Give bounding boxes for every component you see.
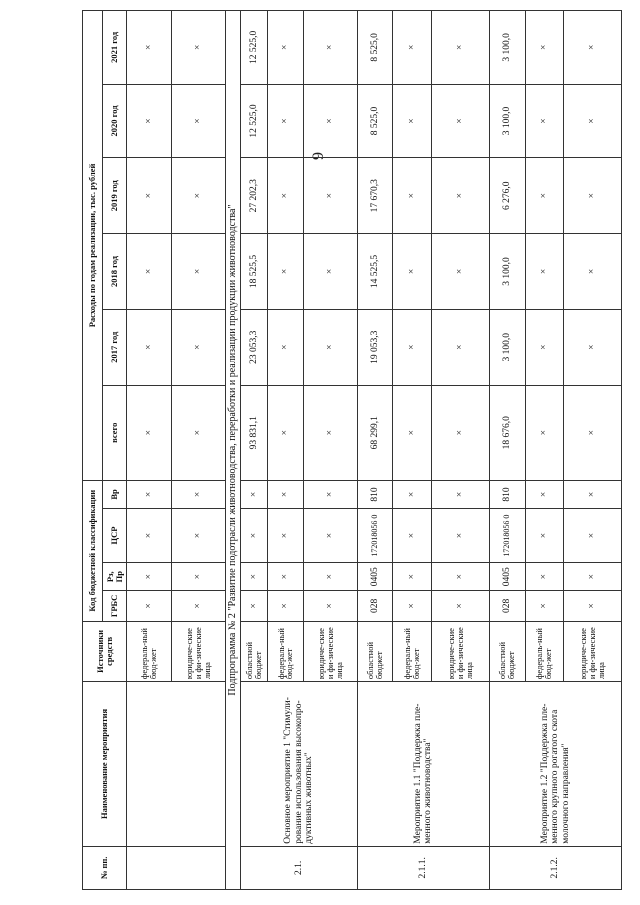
- header-2020: 2020 год: [103, 84, 127, 158]
- y2021-cell: ×: [525, 11, 563, 85]
- vr-cell: ×: [303, 480, 357, 508]
- csr-cell: ×: [241, 509, 268, 563]
- csr-cell: ×: [431, 509, 489, 563]
- rzpr-cell: ×: [525, 563, 563, 591]
- y2017-cell: ×: [127, 309, 172, 385]
- total-cell: ×: [171, 385, 225, 480]
- table-row: [241, 11, 268, 890]
- y2017-cell: ×: [563, 309, 621, 385]
- header-2017: 2017 год: [103, 309, 127, 385]
- header-vr: Вр: [103, 480, 127, 508]
- budget-table: [82, 10, 622, 890]
- y2019-cell: ×: [127, 158, 172, 234]
- source-cell: федераль-ный бюд-жет: [268, 621, 304, 682]
- table-row: [489, 11, 525, 890]
- y2020-cell: ×: [303, 84, 357, 158]
- grbs-cell: ×: [563, 591, 621, 621]
- total-cell: 18 676,0: [489, 385, 525, 480]
- y2018-cell: ×: [431, 234, 489, 310]
- grbs-cell: 028: [489, 591, 525, 621]
- csr-cell: ×: [563, 509, 621, 563]
- y2020-cell: ×: [171, 84, 225, 158]
- y2017-cell: ×: [525, 309, 563, 385]
- y2021-cell: ×: [563, 11, 621, 85]
- rzpr-cell: ×: [563, 563, 621, 591]
- y2017-cell: ×: [268, 309, 304, 385]
- row-number: 2.1.2.: [489, 846, 621, 889]
- y2021-cell: ×: [303, 11, 357, 85]
- y2020-cell: ×: [127, 84, 172, 158]
- total-cell: ×: [303, 385, 357, 480]
- y2019-cell: ×: [431, 158, 489, 234]
- rzpr-cell: ×: [393, 563, 431, 591]
- y2021-cell: ×: [431, 11, 489, 85]
- source-cell: областной бюджет: [357, 621, 393, 682]
- y2019-cell: 27 202,3: [241, 158, 268, 234]
- y2018-cell: ×: [393, 234, 431, 310]
- y2021-cell: 8 525,0: [357, 11, 393, 85]
- y2021-cell: ×: [268, 11, 304, 85]
- y2020-cell: 8 525,0: [357, 84, 393, 158]
- vr-cell: ×: [563, 480, 621, 508]
- source-cell: областной бюджет: [489, 621, 525, 682]
- y2021-cell: ×: [171, 11, 225, 85]
- header-budget-code: Код бюджетной классификации: [83, 480, 103, 621]
- page-number: 9: [310, 152, 327, 160]
- total-cell: 93 831,1: [241, 385, 268, 480]
- row-number: 2.1.1.: [357, 846, 489, 889]
- header-total: всего: [103, 385, 127, 480]
- name-cell: [127, 682, 226, 847]
- y2018-cell: ×: [303, 234, 357, 310]
- y2018-cell: ×: [268, 234, 304, 310]
- total-cell: ×: [393, 385, 431, 480]
- vr-cell: ×: [127, 480, 172, 508]
- total-cell: ×: [127, 385, 172, 480]
- y2018-cell: 14 525,5: [357, 234, 393, 310]
- grbs-cell: ×: [268, 591, 304, 621]
- y2017-cell: ×: [171, 309, 225, 385]
- table-row: [357, 11, 393, 890]
- total-cell: ×: [268, 385, 304, 480]
- csr-cell: ×: [393, 509, 431, 563]
- header-source: Источники средств: [83, 621, 127, 682]
- y2019-cell: 17 670,3: [357, 158, 393, 234]
- rzpr-cell: ×: [171, 563, 225, 591]
- table-row: [127, 11, 172, 890]
- rotated-page: [82, 10, 622, 890]
- y2020-cell: 3 100,0: [489, 84, 525, 158]
- y2020-cell: ×: [563, 84, 621, 158]
- rzpr-cell: ×: [431, 563, 489, 591]
- vr-cell: 810: [489, 480, 525, 508]
- total-cell: ×: [431, 385, 489, 480]
- activity-name: Основное мероприятие 1 "Стимули-рование использования высокопро-дуктивных животных": [241, 682, 357, 847]
- y2020-cell: ×: [525, 84, 563, 158]
- source-cell: областной бюджет: [241, 621, 268, 682]
- csr-cell: 172018056 0: [489, 509, 525, 563]
- y2018-cell: ×: [563, 234, 621, 310]
- source-cell: федераль-ный бюд-жет: [393, 621, 431, 682]
- header-grbs: ГРБС: [103, 591, 127, 621]
- csr-cell: ×: [171, 509, 225, 563]
- source-cell: юридиче-ские и фи-зические лица: [431, 621, 489, 682]
- y2020-cell: ×: [393, 84, 431, 158]
- grbs-cell: ×: [525, 591, 563, 621]
- y2020-cell: ×: [268, 84, 304, 158]
- rzpr-cell: ×: [268, 563, 304, 591]
- header-2021: 2021 год: [103, 11, 127, 85]
- rzpr-cell: ×: [241, 563, 268, 591]
- header-num: № пп.: [83, 846, 127, 889]
- csr-cell: 172018056 0: [357, 509, 393, 563]
- y2019-cell: ×: [563, 158, 621, 234]
- y2019-cell: ×: [525, 158, 563, 234]
- vr-cell: ×: [241, 480, 268, 508]
- grbs-cell: ×: [303, 591, 357, 621]
- vr-cell: ×: [431, 480, 489, 508]
- y2021-cell: ×: [393, 11, 431, 85]
- y2017-cell: ×: [431, 309, 489, 385]
- grbs-cell: ×: [393, 591, 431, 621]
- header-2019: 2019 год: [103, 158, 127, 234]
- y2018-cell: ×: [127, 234, 172, 310]
- grbs-cell: 028: [357, 591, 393, 621]
- y2021-cell: 3 100,0: [489, 11, 525, 85]
- activity-name: Мероприятие 1.2 "Поддержка пле-менного крупного рогатого скота молочного направления": [489, 682, 621, 847]
- y2017-cell: ×: [393, 309, 431, 385]
- y2019-cell: ×: [393, 158, 431, 234]
- total-cell: ×: [563, 385, 621, 480]
- source-cell: федераль-ный бюд-жет: [525, 621, 563, 682]
- vr-cell: ×: [268, 480, 304, 508]
- csr-cell: ×: [127, 509, 172, 563]
- source-cell: федераль-ный бюд-жет: [127, 621, 172, 682]
- rzpr-cell: ×: [303, 563, 357, 591]
- row-number: 2.1.: [241, 846, 357, 889]
- vr-cell: ×: [393, 480, 431, 508]
- subprogram-title: Подпрограмма № 2 "Развитие подотрасли животноводства, переработки и реализации продукции животноводства": [225, 11, 241, 890]
- header-expenses: Расходы по годам реализации, тыс. рублей: [83, 11, 103, 481]
- grbs-cell: ×: [127, 591, 172, 621]
- y2017-cell: 19 053,3: [357, 309, 393, 385]
- vr-cell: ×: [525, 480, 563, 508]
- rzpr-cell: ×: [127, 563, 172, 591]
- y2018-cell: ×: [171, 234, 225, 310]
- y2020-cell: 12 525,0: [241, 84, 268, 158]
- grbs-cell: ×: [171, 591, 225, 621]
- activity-name: Мероприятие 1.1 "Поддержка пле-менного животноводства": [357, 682, 489, 847]
- csr-cell: ×: [525, 509, 563, 563]
- header-2018: 2018 год: [103, 234, 127, 310]
- y2019-cell: ×: [268, 158, 304, 234]
- subprogram-row: [225, 11, 241, 890]
- y2021-cell: 12 525,0: [241, 11, 268, 85]
- y2017-cell: ×: [303, 309, 357, 385]
- y2018-cell: ×: [525, 234, 563, 310]
- y2019-cell: ×: [171, 158, 225, 234]
- y2018-cell: 18 525,5: [241, 234, 268, 310]
- y2018-cell: 3 100,0: [489, 234, 525, 310]
- header-rzpr: Рз, Пр: [103, 563, 127, 591]
- rzpr-cell: 0405: [489, 563, 525, 591]
- vr-cell: ×: [171, 480, 225, 508]
- source-cell: юридиче-ские и фи-зические лица: [303, 621, 357, 682]
- source-cell: юридиче-ские и фи-зические лица: [563, 621, 621, 682]
- total-cell: 68 299,1: [357, 385, 393, 480]
- source-cell: юридиче-ские и фи-зические лица: [171, 621, 225, 682]
- vr-cell: 810: [357, 480, 393, 508]
- total-cell: ×: [525, 385, 563, 480]
- y2019-cell: 6 276,0: [489, 158, 525, 234]
- y2021-cell: ×: [127, 11, 172, 85]
- y2020-cell: ×: [431, 84, 489, 158]
- grbs-cell: ×: [241, 591, 268, 621]
- rzpr-cell: 0405: [357, 563, 393, 591]
- grbs-cell: ×: [431, 591, 489, 621]
- csr-cell: ×: [303, 509, 357, 563]
- header-csr: ЦСР: [103, 509, 127, 563]
- num-cell: [127, 846, 226, 889]
- csr-cell: ×: [268, 509, 304, 563]
- y2017-cell: 23 053,3: [241, 309, 268, 385]
- y2017-cell: 3 100,0: [489, 309, 525, 385]
- y2019-cell: ×: [303, 158, 357, 234]
- header-name: Наименование мероприятия: [83, 682, 127, 847]
